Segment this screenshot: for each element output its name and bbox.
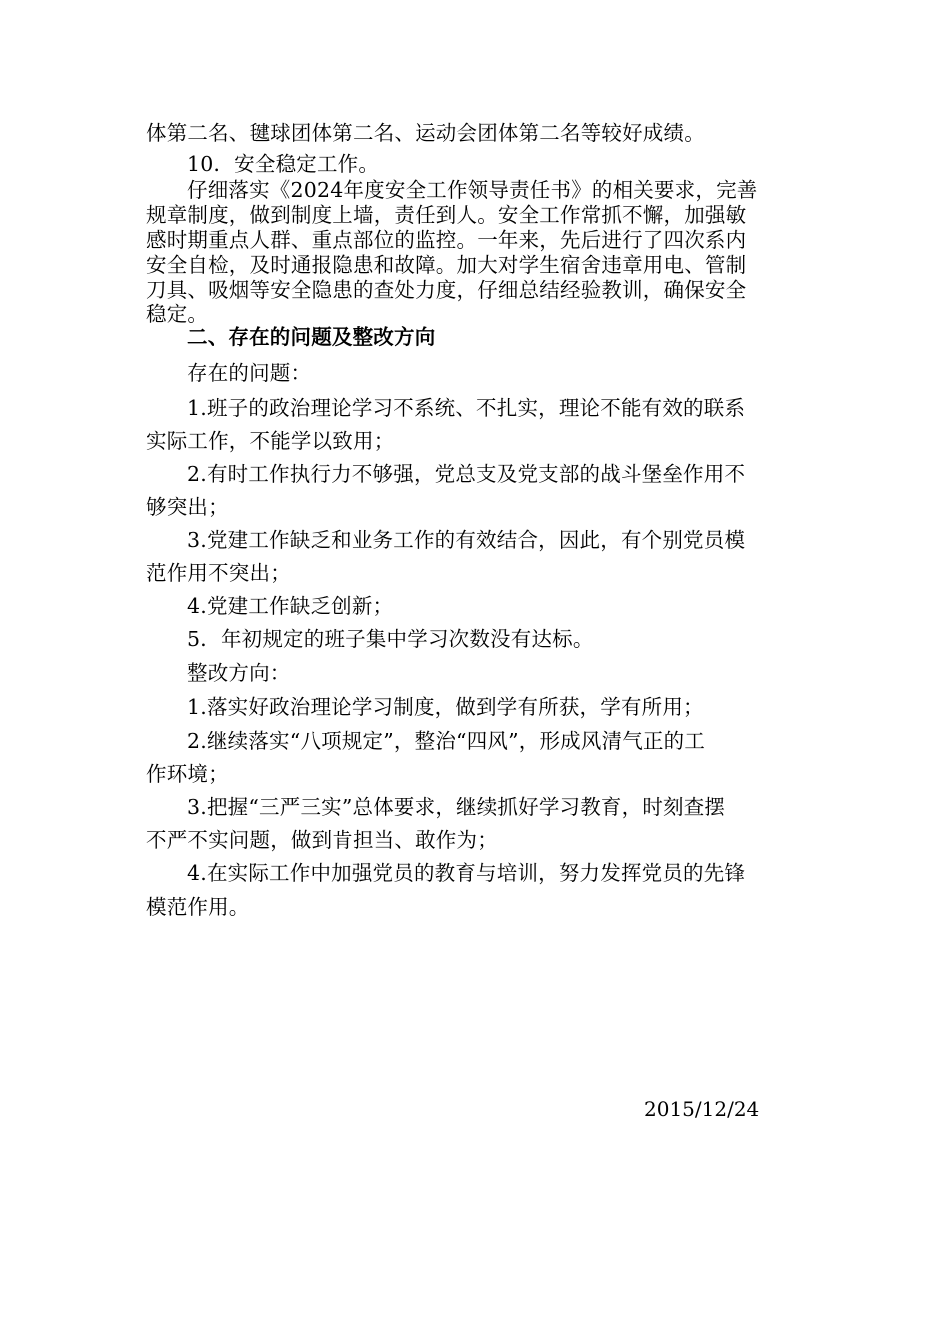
list-item: 2.有时工作执行力不够强，党总支及党支部的战斗堡垒作用不 [187,462,746,486]
list-item-continuation: 不严不实问题，做到肯担当、敢作为； [146,828,498,852]
text-line: 稳定。 [146,302,209,326]
list-item: 4.在实际工作中加强党员的教育与培训，努力发挥党员的先锋 [187,861,746,885]
list-item: 1.班子的政治理论学习不系统、不扎实，理论不能有效的联系 [187,396,746,420]
list-item-continuation: 够突出； [146,495,229,519]
rectification-label: 整改方向： [187,661,291,685]
list-item: 5．年初规定的班子集中学习次数没有达标。 [187,627,594,651]
list-item-continuation: 范作用不突出； [146,561,291,585]
section-2-heading: 二、存在的问题及整改方向 [187,325,436,349]
problems-label: 存在的问题： [187,361,312,385]
text-line: 刀具、吸烟等安全隐患的查处力度，仔细总结经验教训，确保安全 [146,278,747,302]
list-item: 4.党建工作缺乏创新； [187,594,394,618]
text-line: 仔细落实《2024年度安全工作领导责任书》的相关要求，完善 [187,178,758,202]
list-item-continuation: 模范作用。 [146,895,250,919]
list-item: 3.党建工作缺乏和业务工作的有效结合，因此，有个别党员模 [187,528,746,552]
section-10-heading: 10．安全稳定工作。 [187,152,380,176]
list-item-continuation: 作环境； [146,762,229,786]
text-line: 规章制度，做到制度上墙，责任到人。安全工作常抓不懈，加强敏 [146,203,747,227]
text-line: 安全自检，及时通报隐患和故障。加大对学生宿舍违章用电、管制 [146,253,747,277]
list-item: 1.落实好政治理论学习制度，做到学有所获，学有所用； [187,695,704,719]
list-item: 2.继续落实“八项规定”，整治“四风”，形成风清气正的工 [187,729,706,753]
list-item: 3.把握“三严三实”总体要求，继续抓好学习教育，时刻查摆 [187,795,726,819]
list-item-continuation: 实际工作，不能学以致用； [146,429,395,453]
text-line: 体第二名、毽球团体第二名、运动会团体第二名等较好成绩。 [146,121,705,145]
document-date: 2015/12/24 [644,1097,760,1121]
text-line: 感时期重点人群、重点部位的监控。一年来，先后进行了四次系内 [146,228,747,252]
